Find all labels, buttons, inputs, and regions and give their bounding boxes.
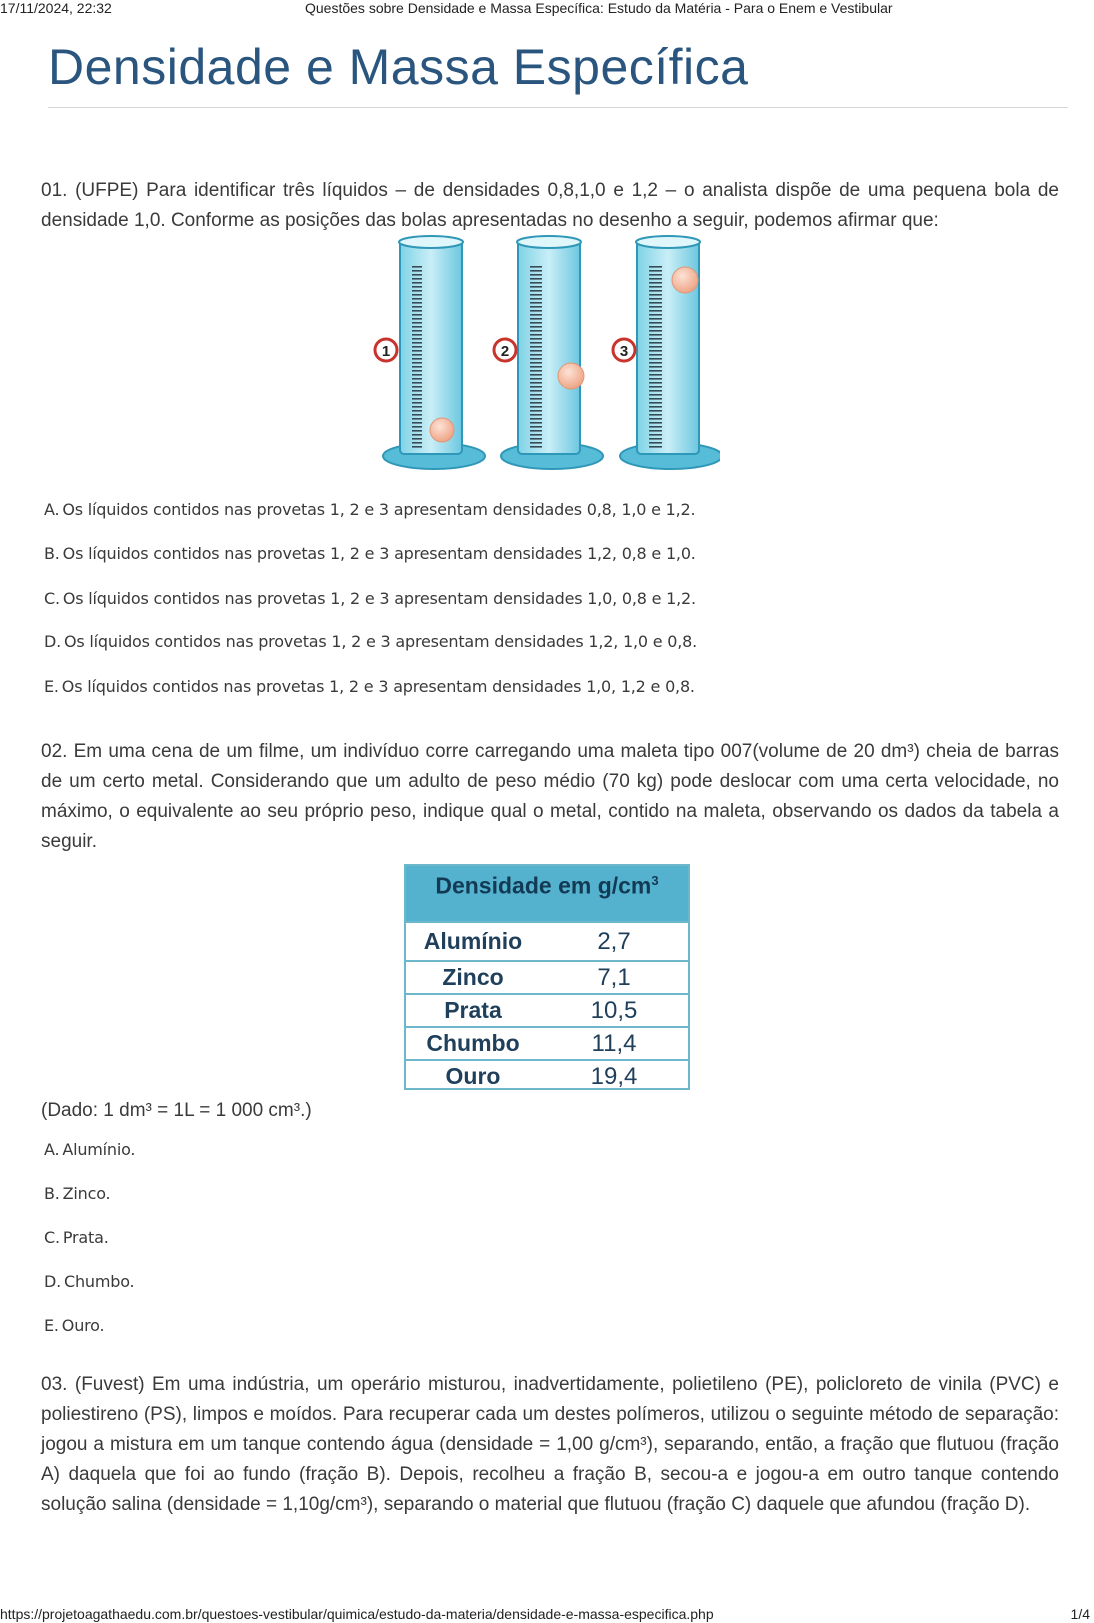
density-table-header-sup: 3 xyxy=(651,873,659,888)
cylinder-3-label: 3 xyxy=(619,343,629,360)
density-table-header xyxy=(406,866,688,923)
print-page-number: 1/4 xyxy=(1070,1606,1090,1622)
metal-name: Prata xyxy=(444,997,502,1023)
option-letter: B. xyxy=(44,1184,60,1203)
cylinder-1 xyxy=(375,236,485,469)
q2-option-a[interactable] xyxy=(44,1140,135,1159)
cylinder-3 xyxy=(613,236,720,469)
option-text: Os líquidos contidos nas provetas 1, 2 e 3 apresentam densidades 1,2, 1,0 e 0,8. xyxy=(64,632,698,651)
option-letter: B. xyxy=(44,544,60,563)
option-text: Os líquidos contidos nas provetas 1, 2 e 3 apresentam densidades 0,8, 1,0 e 1,2. xyxy=(62,500,696,519)
option-text: Zinco. xyxy=(62,1184,111,1203)
page-title: Densidade e Massa Específica xyxy=(48,39,749,95)
q2-option-d[interactable] xyxy=(44,1272,134,1291)
print-url: https://projetoagathaedu.com.br/questoes-vestibular/quimica/estudo-da-materia/densidade-e-massa-especifica.php xyxy=(0,1606,714,1622)
cylinder-1-label: 1 xyxy=(381,343,391,360)
metal-density: 2,7 xyxy=(597,928,631,955)
metal-name: Chumbo xyxy=(426,1030,520,1056)
table-row xyxy=(406,1028,688,1061)
question-2-text: 02. Em uma cena de um filme, um indivíduo corre carregando uma maleta tipo 007(volume de 20 dm³) cheia de barras de um certo metal. Considerando que um adulto de peso médio (70 kg) pode deslocar com uma certa velocidade, no máximo, o equivalente ao seu próprio peso, indique qual o metal, contido na maleta, observando os dados da tabela a seguir. xyxy=(41,741,1059,852)
print-doc-title: Questões sobre Densidade e Massa Específica: Estudo da Matéria - Para o Enem e Vestibular xyxy=(305,0,893,16)
print-datetime: 17/11/2024, 22:32 xyxy=(0,0,112,16)
question-1-text: 01. (UFPE) Para identificar três líquidos – de densidades 0,8,1,0 e 1,2 – o analista dispõe de uma pequena bola de densidade 1,0. Conforme as posições das bolas apresentadas no desenho a seguir, podemos afirmar que: xyxy=(41,180,1059,231)
option-text: Os líquidos contidos nas provetas 1, 2 e 3 apresentam densidades 1,0, 0,8 e 1,2. xyxy=(62,589,696,608)
metal-name: Ouro xyxy=(445,1063,501,1089)
graduated-cylinders-figure xyxy=(368,234,720,480)
option-letter: E. xyxy=(44,677,59,696)
metal-density: 11,4 xyxy=(591,1030,637,1057)
option-letter: C. xyxy=(44,1228,60,1247)
density-table xyxy=(404,864,690,1090)
metal-density: 10,5 xyxy=(590,997,638,1024)
title-divider xyxy=(48,107,1068,108)
table-row xyxy=(406,1061,688,1094)
option-text: Prata. xyxy=(62,1228,109,1247)
option-letter: D. xyxy=(44,1272,62,1291)
q1-option-d[interactable] xyxy=(44,632,697,651)
metal-name: Alumínio xyxy=(423,928,523,954)
density-table-header-text: Densidade em g/cm xyxy=(435,872,652,899)
table-row xyxy=(406,995,688,1028)
option-text: Os líquidos contidos nas provetas 1, 2 e 3 apresentam densidades 1,0, 1,2 e 0,8. xyxy=(61,677,695,696)
question-3-text: 03. (Fuvest) Em uma indústria, um operário misturou, inadvertidamente, polietileno (PE), policloreto de vinila (PVC) e poliestireno (PS), limpos e moídos. Para recuperar cada um destes polímeros, utilizou o seguinte método de separação: jogou a mistura em um tanque contendo água (densidade = 1,00 g/cm³), separando, então, a fração que flutuou (fração A) daquela que foi ao fundo (fração B). Depois, recolheu a fração B, secou-a e jogou-a em outro tanque contendo solução salina (densidade = 1,10g/cm³), separando o material que flutuou (fração C) daquele que afundou (fração D). xyxy=(41,1374,1059,1515)
cylinder-2-label: 2 xyxy=(500,343,510,360)
q2-option-b[interactable] xyxy=(44,1184,110,1203)
option-letter: A. xyxy=(44,500,60,519)
option-text: Chumbo. xyxy=(64,1272,135,1291)
table-row xyxy=(406,923,688,962)
metal-name: Zinco xyxy=(442,964,504,990)
q1-option-a[interactable] xyxy=(44,500,695,519)
table-row xyxy=(406,962,688,995)
option-text: Os líquidos contidos nas provetas 1, 2 e 3 apresentam densidades 1,2, 0,8 e 1,0. xyxy=(62,544,696,563)
option-text: Ouro. xyxy=(61,1316,105,1335)
question-2-given-data: (Dado: 1 dm³ = 1L = 1 000 cm³.) xyxy=(41,1100,312,1121)
q1-option-c[interactable] xyxy=(44,589,696,608)
cylinder-2 xyxy=(494,236,603,469)
metal-density: 7,1 xyxy=(597,964,631,991)
option-letter: E. xyxy=(44,1316,59,1335)
metal-density: 19,4 xyxy=(590,1063,638,1090)
q2-option-c[interactable] xyxy=(44,1228,109,1247)
q2-option-e[interactable] xyxy=(44,1316,104,1335)
option-letter: A. xyxy=(44,1140,60,1159)
option-text: Alumínio. xyxy=(62,1140,136,1159)
option-letter: D. xyxy=(44,632,62,651)
q1-option-b[interactable] xyxy=(44,544,696,563)
option-letter: C. xyxy=(44,589,60,608)
q1-option-e[interactable] xyxy=(44,677,695,696)
